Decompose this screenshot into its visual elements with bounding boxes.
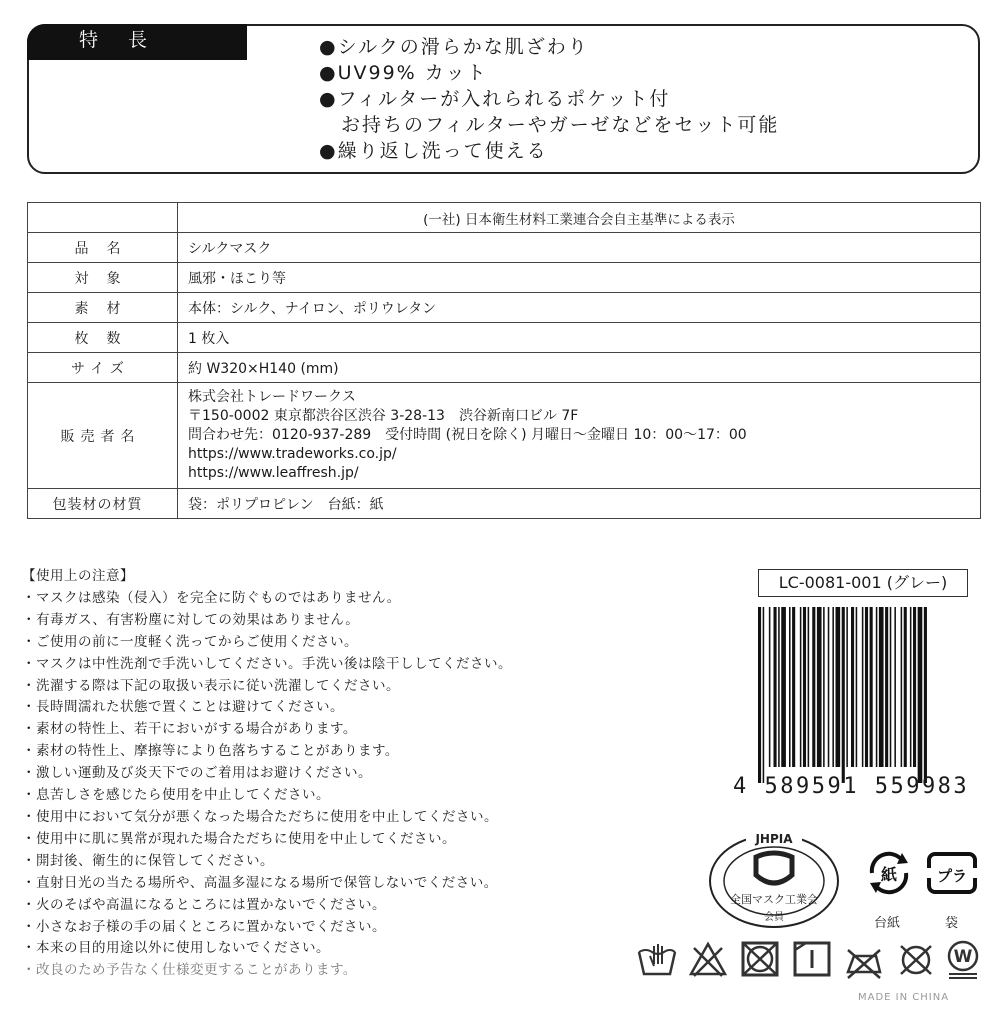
barcode-bar <box>763 607 765 783</box>
barcode-bar <box>800 607 802 767</box>
barcode-bar <box>828 607 830 767</box>
hand-wash-icon <box>639 944 675 974</box>
seller-url-link[interactable]: https://www.tradeworks.co.jp/ <box>188 446 397 462</box>
table-row <box>28 353 981 383</box>
barcode-bar <box>778 607 780 767</box>
no-bleach-icon <box>691 944 725 976</box>
precaution-item: ・有毒ガス、有害粉塵に対しての効果はありません。 <box>22 611 360 628</box>
row-label: 枚数 <box>28 323 178 353</box>
precaution-item: ・マスクは感染（侵入）を完全に防ぐものではありません。 <box>22 589 401 606</box>
plastic-recycle-icon <box>925 850 979 896</box>
barcode-bar <box>870 607 873 767</box>
table-header: (一社) 日本衛生材料工業連合会自主基準による表示 <box>178 203 981 233</box>
table-row <box>28 263 981 293</box>
barcode-bar <box>904 607 907 767</box>
paper-symbol: 紙 <box>880 865 898 884</box>
seller-company: 株式会社トレードワークス <box>188 389 356 405</box>
barcode-bar <box>808 607 810 767</box>
seller-info <box>178 383 981 489</box>
barcode-bar <box>781 607 786 767</box>
barcode-bar <box>789 607 791 767</box>
seller-contact: 問合わせ先：0120-937-289 受付時間 (祝日を除く) 月曜日～金曜日 10：00～17：00 <box>188 427 747 443</box>
barcode-digits: 4 589591 559983 <box>733 774 970 799</box>
barcode-bar <box>918 607 923 783</box>
spec-table <box>27 202 981 519</box>
row-value: 約 W320×H140 (mm) <box>178 353 981 383</box>
table-row <box>28 233 981 263</box>
table-row <box>28 323 981 353</box>
table-row <box>28 293 981 323</box>
precautions <box>22 566 512 982</box>
barcode-bar <box>865 607 868 767</box>
jhpia-ring-text: 全国マスク工業会 <box>730 893 818 906</box>
precaution-item: ・使用中に肌に異常が現れた場合ただちに使用を中止してください。 <box>22 830 456 847</box>
jhpia-top-text: JHPIA <box>755 832 793 846</box>
precaution-item: ・火のそばや高温になるところには置かないでください。 <box>22 896 386 913</box>
barcode-bar <box>885 607 888 767</box>
plastic-symbol: プラ <box>936 867 968 885</box>
precaution-item: ・ご使用の前に一度軽く洗ってからご使用ください。 <box>22 633 358 650</box>
precaution-item: ・使用中において気分が悪くなった場合ただちに使用を中止してください。 <box>22 808 498 825</box>
barcode-bar <box>901 607 903 767</box>
svg-text:W: W <box>953 947 973 967</box>
barcode-bar <box>910 607 912 767</box>
row-label: 対象 <box>28 263 178 293</box>
precaution-item: ・直射日光の当たる場所や、高温多湿になる場所で保管しないでください。 <box>22 874 498 891</box>
row-label: 包装材の材質 <box>28 489 178 519</box>
row-value: 本体：シルク、ナイロン、ポリウレタン <box>178 293 981 323</box>
barcode-bar <box>774 607 777 767</box>
barcode-bar <box>846 607 848 767</box>
row-label: サイズ <box>28 353 178 383</box>
barcode <box>758 607 970 783</box>
barcode-bar <box>769 607 771 767</box>
barcode-bar <box>758 607 761 783</box>
feature-item: ●シルクの滑らかな肌ざわり <box>319 36 589 58</box>
jhpia-member-mark <box>706 829 842 929</box>
precaution-item: ・改良のため予告なく仕様変更することがあります。 <box>22 962 357 979</box>
table-header-empty <box>28 203 178 233</box>
row-label: 品名 <box>28 233 178 263</box>
mask-icon <box>756 853 792 883</box>
no-dry-clean-icon <box>901 946 931 974</box>
made-in-label: MADE IN CHINA <box>858 992 950 1003</box>
barcode-bar <box>823 607 825 767</box>
table-row <box>28 383 981 489</box>
wet-clean-icon <box>949 942 977 978</box>
row-label: 販売者名 <box>28 383 178 489</box>
barcode-bar <box>832 607 834 767</box>
row-value: 袋：ポリプロピレン 台紙：紙 <box>178 489 981 519</box>
feature-list <box>319 34 779 164</box>
care-label-icons <box>636 938 980 980</box>
precaution-item: ・本来の目的用途以外に使用しないでください。 <box>22 940 330 957</box>
row-value: 1 枚入 <box>178 323 981 353</box>
jhpia-bottom-text: 会員 <box>764 912 784 923</box>
precaution-item: ・長時間濡れた状態で置くことは避けてください。 <box>22 699 344 716</box>
precaution-item: ・洗濯する際は下記の取扱い表示に従い洗濯してください。 <box>22 677 400 694</box>
precaution-item: ・小さなお子様の手の届くところに置かないでください。 <box>22 918 386 935</box>
feature-sub-item: お持ちのフィルターやガーゼなどをセット可能 <box>341 114 780 136</box>
paper-label: 台紙 <box>874 916 901 931</box>
seller-url-link[interactable]: https://www.leaffresh.jp/ <box>188 465 359 481</box>
feature-item: ●繰り返し洗って使える <box>319 140 548 162</box>
barcode-bar <box>836 607 841 767</box>
features-tab: 特長 <box>27 24 247 60</box>
row-label: 素材 <box>28 293 178 323</box>
precaution-item: ・開封後、衛生的に保管してください。 <box>22 852 274 869</box>
barcode-bar <box>913 607 916 767</box>
barcode-bar <box>862 607 864 767</box>
no-iron-icon <box>848 950 880 978</box>
row-value: 風邪・ほこり等 <box>178 263 981 293</box>
barcode-bar <box>817 607 822 767</box>
features-box <box>27 24 980 174</box>
product-code: LC-0081-001 (グレー) <box>758 569 968 597</box>
precaution-item: ・マスクは中性洗剤で手洗いしてください。手洗い後は陰干ししてください。 <box>22 655 512 672</box>
barcode-bar <box>924 607 927 783</box>
precaution-item: ・激しい運動及び炎天下でのご着用はお避けください。 <box>22 765 372 782</box>
barcode-bar <box>894 607 896 767</box>
barcode-bar <box>842 607 845 783</box>
feature-item: ●UV99% カット <box>319 62 488 84</box>
barcode-bar <box>851 607 854 767</box>
no-tumble-dry-icon <box>743 943 777 975</box>
seller-address: 〒150-0002 東京都渋谷区渋谷 3-28-13 渋谷新南口ビル 7F <box>188 408 579 424</box>
plastic-label: 袋 <box>945 916 959 931</box>
barcode-bar <box>879 607 884 767</box>
line-dry-shade-icon <box>795 943 829 975</box>
barcode-bar <box>890 607 892 767</box>
paper-recycle-icon <box>862 850 916 896</box>
table-row <box>28 489 981 519</box>
row-value: シルクマスク <box>178 233 981 263</box>
barcode-bar <box>803 607 806 767</box>
precaution-item: ・息苦しさを感じたら使用を中止してください。 <box>22 787 330 804</box>
precaution-item: ・素材の特性上、摩擦等により色落ちすることがあります。 <box>22 743 399 760</box>
barcode-bar <box>792 607 795 767</box>
precautions-title: 【使用上の注意】 <box>22 568 134 584</box>
table-row <box>28 203 981 233</box>
precaution-item: ・素材の特性上、若干においがする場合があります。 <box>22 721 357 738</box>
barcode-bar <box>856 607 858 767</box>
barcode-bar <box>876 607 878 767</box>
barcode-bar <box>812 607 815 767</box>
feature-item: ●フィルターが入れられるポケット付 <box>319 88 671 110</box>
